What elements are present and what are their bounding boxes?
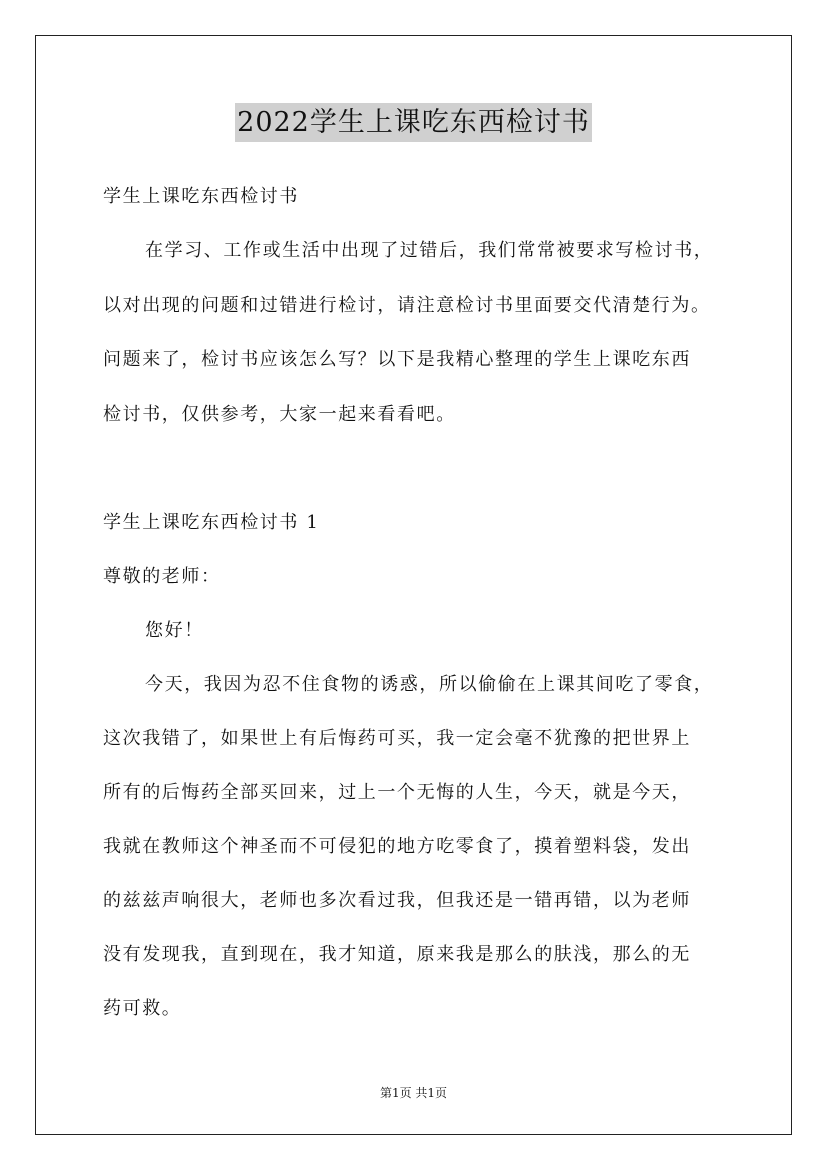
section-heading: 学生上课吃东西检讨书 1 [103, 512, 320, 533]
intro-line: 问题来了，检讨书应该怎么写？以下是我精心整理的学生上课吃东西 [103, 349, 691, 370]
body-line: 所有的后悔药全部买回来，过上一个无悔的人生，今天，就是今天， [103, 782, 691, 803]
intro-line: 在学习、工作或生活中出现了过错后，我们常常被要求写检讨书， [145, 240, 714, 261]
body-line: 今天，我因为忍不住食物的诱惑，所以偷偷在上课其间吃了零食， [145, 674, 714, 695]
body-line: 药可救。 [103, 998, 182, 1019]
intro-line: 以对出现的问题和过错进行检讨，请注意检讨书里面要交代清楚行为。 [103, 295, 711, 316]
document-title: 2022学生上课吃东西检讨书 [235, 103, 592, 142]
body-line: 的兹兹声响很大，老师也多次看过我，但我还是一错再错，以为老师 [103, 890, 691, 911]
intro-heading: 学生上课吃东西检讨书 [103, 186, 299, 207]
body-line: 没有发现我，直到现在，我才知道，原来我是那么的肤浅，那么的无 [103, 944, 691, 965]
salutation: 尊敬的老师： [103, 566, 221, 587]
intro-line: 检讨书，仅供参考，大家一起来看看吧。 [103, 404, 456, 425]
body-line: 这次我错了，如果世上有后悔药可买，我一定会毫不犹豫的把世界上 [103, 728, 691, 749]
greeting: 您好！ [145, 620, 204, 641]
document-title-wrap [0, 100, 827, 139]
page-footer: 第1页 共1页 [379, 1086, 448, 1100]
body-line: 我就在教师这个神圣而不可侵犯的地方吃零食了，摸着塑料袋，发出 [103, 836, 691, 857]
